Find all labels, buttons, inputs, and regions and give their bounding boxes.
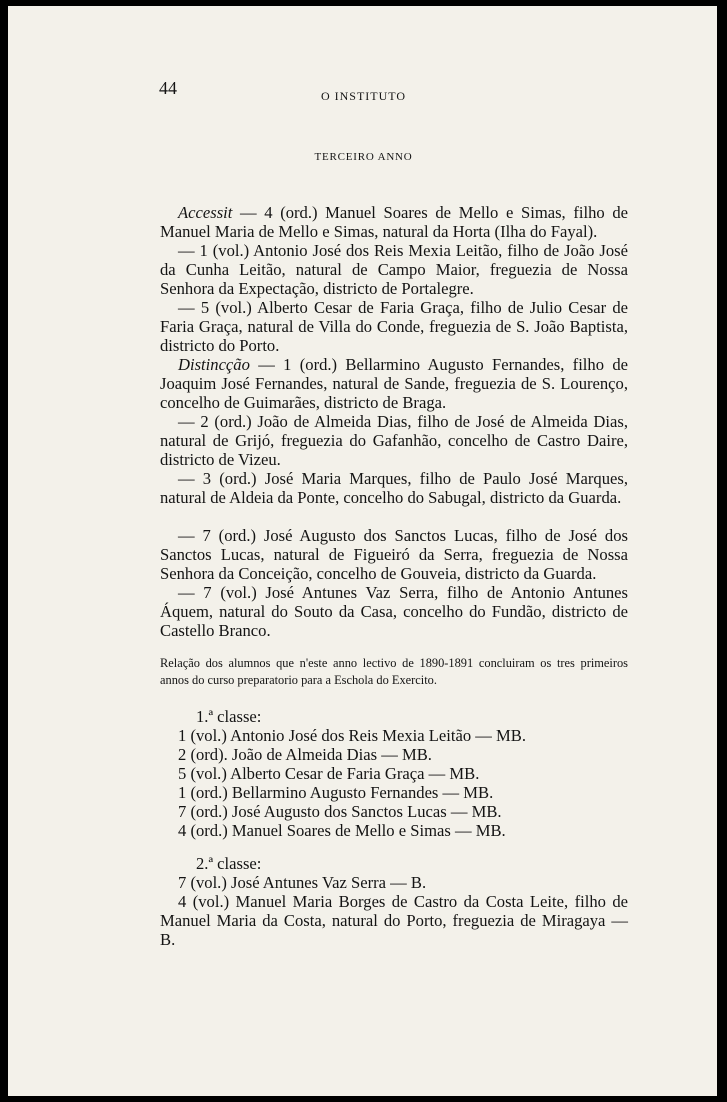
entry-accessit-1 bbox=[160, 241, 628, 298]
entry-distinccao-7-ord bbox=[160, 526, 628, 583]
entry-distinccao-7-vol bbox=[160, 583, 628, 640]
entry-lead: Distincção bbox=[178, 355, 250, 374]
entry-accessit-5 bbox=[160, 298, 628, 355]
entry-lead: Accessit bbox=[178, 203, 233, 222]
entry-text: — 4 (ord.) Manuel Soares de Mello e Simas, filho de Manuel Maria de Mello e Simas, natural da Horta (Ilha do Fayal). bbox=[160, 203, 628, 242]
section-title: TERCEIRO ANNO bbox=[314, 151, 413, 163]
first-class-item: 1 (vol.) Antonio José dos Reis Mexia Leitão — MB. bbox=[178, 726, 526, 745]
relation-note: Relação dos alumnos que n'este anno lectivo de 1890-1891 concluiram os tres primeiros annos do curso preparatorio para a Eschola do Exercito. bbox=[160, 656, 628, 687]
first-class-item: 1 (ord.) Bellarmino Augusto Fernandes — MB. bbox=[178, 783, 494, 802]
entry-distinccao-3 bbox=[160, 469, 628, 507]
entry-text: — 5 (vol.) Alberto Cesar de Faria Graça, filho de Julio Cesar de Faria Graça, natural de Villa do Conde, freguezia de S. João Baptista, districto do Porto. bbox=[160, 298, 628, 356]
first-class-item: 7 (ord.) José Augusto dos Sanctos Lucas — MB. bbox=[178, 802, 502, 821]
page-number: 44 bbox=[159, 78, 177, 98]
entry-text: — 1 (vol.) Antonio José dos Reis Mexia Leitão, filho de João José da Cunha Leitão, natural de Campo Maior, freguezia de Nossa Senhora da Expectação, districto de Portalegre. bbox=[160, 241, 628, 299]
first-class-item: 2 (ord). João de Almeida Dias — MB. bbox=[178, 745, 432, 764]
second-class-heading: 2.ª classe: bbox=[196, 854, 262, 873]
entry-distinccao-2 bbox=[160, 412, 628, 469]
entry-text: — 7 (ord.) José Augusto dos Sanctos Lucas, filho de José dos Sanctos Lucas, natural de Figueiró da Serra, freguezia de Nossa Senhora da Conceição, concelho de Gouveia, districto da Guarda. bbox=[160, 526, 628, 584]
second-class-item: 7 (vol.) José Antunes Vaz Serra — B. bbox=[178, 873, 427, 892]
entry-accessit-4 bbox=[160, 203, 628, 241]
first-class-heading: 1.ª classe: bbox=[196, 707, 262, 726]
entry-text: — 1 (ord.) Bellarmino Augusto Fernandes, filho de Joaquim José Fernandes, natural de Sande, freguezia de S. Lourenço, concelho de Guimarães, districto de Braga. bbox=[160, 355, 628, 413]
entry-text: — 7 (vol.) José Antunes Vaz Serra, filho de Antonio Antunes Áquem, natural do Souto da Casa, concelho do Fundão, districto de Castello Branco. bbox=[160, 583, 628, 641]
second-class-item: 4 (vol.) Manuel Maria Borges de Castro da Costa Leite, filho de Manuel Maria da Costa, natural do Porto, freguezia de Miragaya — B. bbox=[160, 892, 628, 950]
entry-text: — 2 (ord.) João de Almeida Dias, filho de José de Almeida Dias, natural de Grijó, freguezia do Gafanhão, concelho de Castro Daire, districto de Vizeu. bbox=[160, 412, 628, 470]
running-title: O INSTITUTO bbox=[320, 89, 407, 103]
first-class-item: 4 (ord.) Manuel Soares de Mello e Simas — MB. bbox=[178, 821, 506, 840]
entry-text: — 3 (ord.) José Maria Marques, filho de Paulo José Marques, natural de Aldeia da Ponte, concelho do Sabugal, districto da Guarda. bbox=[160, 469, 628, 508]
entry-distinccao-1 bbox=[160, 355, 628, 412]
first-class-item: 5 (vol.) Alberto Cesar de Faria Graça — MB. bbox=[178, 764, 480, 783]
